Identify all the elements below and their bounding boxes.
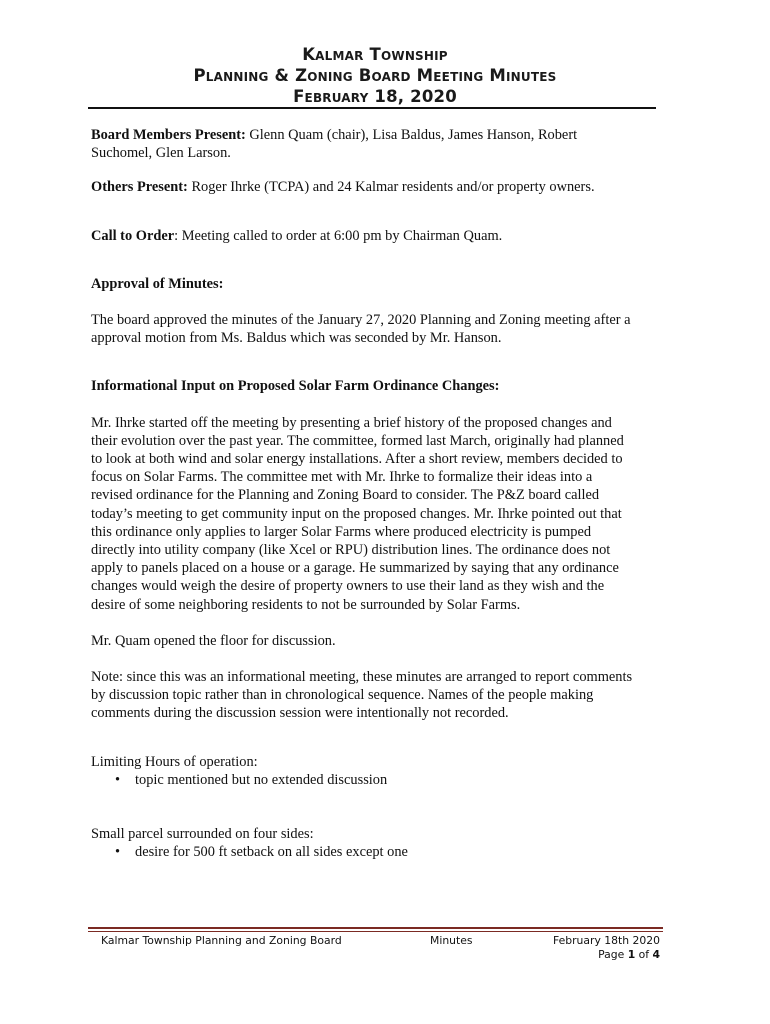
footer-date-page [520,934,660,962]
others-present [91,178,666,196]
discussion-topic [91,825,666,861]
footer-organization: Kalmar Township Planning and Zoning Board [101,934,342,947]
document-header [90,44,660,107]
footer-divider-thin [88,931,663,932]
informational-line: focus on Solar Farms. The committee met with Mr. Ihrke to formalize their ideas into a [91,469,593,486]
topic-bullet-text: topic mentioned but no extended discussion [135,771,388,788]
call-to-order-text: : Meeting called to order at 6:00 pm by Chairman Quam. [174,227,503,244]
footer-date: February 18th 2020 [553,934,660,947]
informational-line: to look at both wind and solar energy installations. After a short review, members decided to [91,451,623,468]
discussion-topic [91,753,666,789]
informational-line: desire of some neighboring residents to not be surrounded by Solar Farms. [91,596,521,613]
others-present-label: Others Present: [91,179,188,196]
bullet-icon: • [115,844,121,861]
informational-line: revised ordinance for the Planning and Zoning Board to consider. The P&Z board called [91,487,600,504]
members-present-text-2: Suchomel, Glen Larson. [91,145,231,162]
topic-bullet-item [91,843,666,861]
topic-title: Small parcel surrounded on four sides: [91,826,314,843]
informational-line: their evolution over the past year. The committee, formed last March, originally had planned [91,432,624,449]
document-body [91,126,666,861]
floor-opened: Mr. Quam opened the floor for discussion. [91,632,336,649]
note-paragraph [91,668,666,723]
call-to-order [91,227,666,245]
call-to-order-label: Call to Order [91,227,175,244]
footer-doc-type: Minutes [430,934,473,947]
page-of: of [635,948,653,961]
note-line: comments during the discussion session were intentionally not recorded. [91,705,509,722]
informational-paragraph [91,414,666,614]
informational-line: today’s meeting to get community input on the proposed changes. Mr. Ihrke pointed out that [91,505,622,522]
page-number [520,948,660,962]
header-divider [88,107,656,109]
informational-line: Mr. Ihrke started off the meeting by presenting a brief history of the proposed changes and [91,414,612,431]
topic-title: Limiting Hours of operation: [91,753,258,770]
approval-line: approval motion from Ms. Baldus which was seconded by Mr. Hanson. [91,330,502,347]
page-total: 4 [652,948,660,961]
page-current: 1 [627,948,636,961]
header-date: February 18, 2020 [293,87,457,106]
header-meeting-title: Planning & Zoning Board Meeting Minutes [193,66,557,85]
topic-bullet-item [91,771,666,789]
bullet-icon: • [115,771,121,788]
informational-line: this ordinance only applies to larger Solar Farms where produced electricity is pumped [91,523,592,540]
topic-bullet-text: desire for 500 ft setback on all sides except one [135,844,408,861]
approval-paragraph [91,311,666,347]
members-present-text: Glenn Quam (chair), Lisa Baldus, James Hanson, Robert [245,127,578,143]
note-line: by discussion topic rather than in chronological sequence. Names of the people making [91,687,594,704]
informational-line: apply to panels placed on a house or a garage. He summarized by saying that any ordinance [91,560,619,577]
page-prefix: Page [598,948,628,961]
informational-line: directly into utility company (like Xcel or RPU) distribution lines. The ordinance does not [91,542,611,559]
members-present-label: Board Members Present: [91,127,246,143]
note-line: Note: since this was an informational meeting, these minutes are arranged to report comments [91,669,633,686]
header-township: Kalmar Township [302,45,448,64]
informational-heading: Informational Input on Proposed Solar Farm Ordinance Changes: [91,378,500,395]
members-present [91,126,666,162]
informational-line: changes would weigh the desire of property owners to use their land as they wish and the [91,578,605,595]
others-present-text: Roger Ihrke (TCPA) and 24 Kalmar residents and/or property owners. [187,179,595,196]
approval-line: The board approved the minutes of the January 27, 2020 Planning and Zoning meeting after a [91,312,631,329]
footer-divider [88,927,663,929]
approval-heading: Approval of Minutes: [91,275,224,292]
